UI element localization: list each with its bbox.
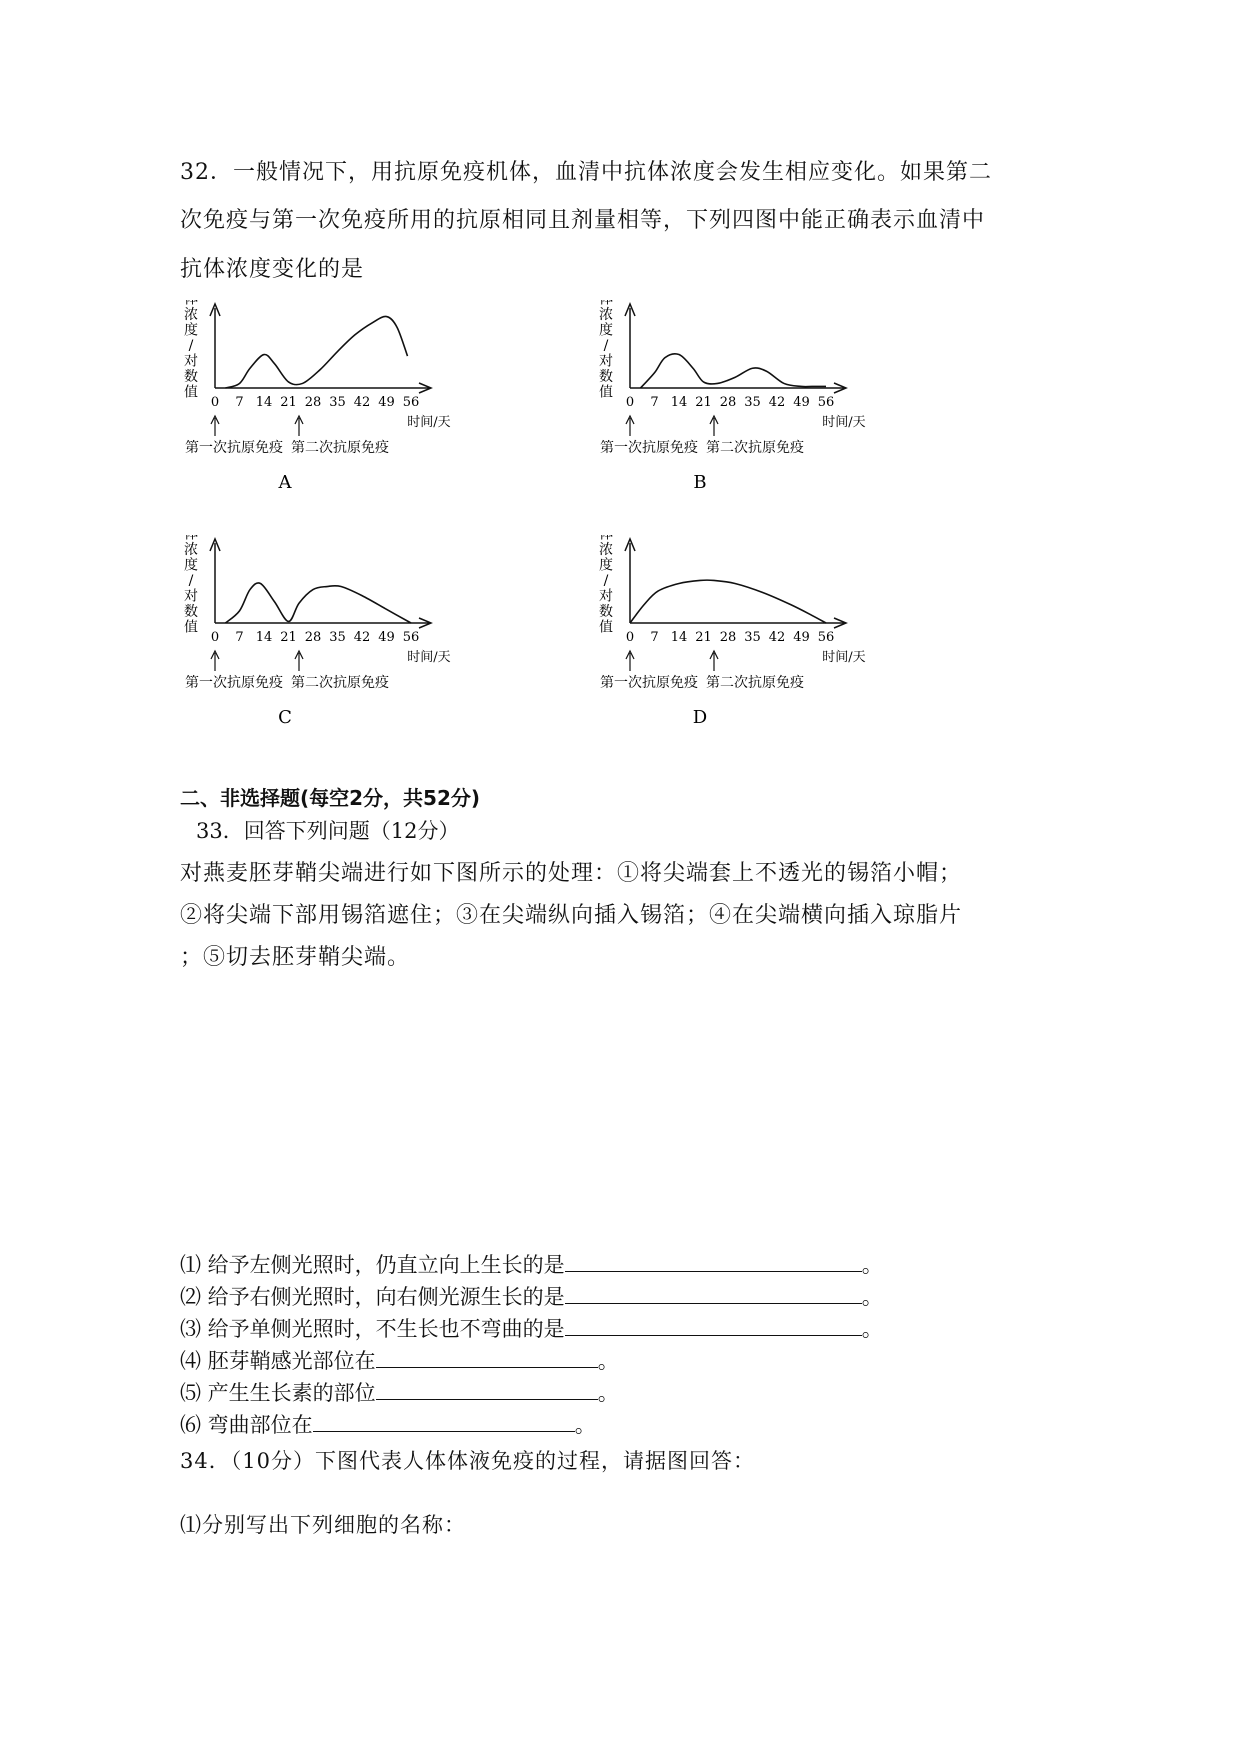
chart-d-svg	[590, 535, 910, 775]
q33-item-5	[180, 1377, 619, 1407]
x-tick-label: 14	[255, 395, 273, 410]
x-tick-label: 14	[670, 630, 688, 645]
x-tick-label: 14	[670, 395, 688, 410]
x-axis-label: 时间/天	[407, 415, 451, 430]
answer-blank-4[interactable]	[376, 1349, 598, 1368]
x-tick-label: 0	[625, 395, 635, 410]
chart-letter: D	[692, 707, 708, 728]
answer-blank-3[interactable]	[565, 1317, 862, 1336]
y-label-char: 数	[599, 369, 613, 385]
answer-blank-5[interactable]	[376, 1381, 598, 1400]
annotation-label: 第一次抗原免疫	[185, 675, 283, 691]
q33-item-2	[180, 1281, 883, 1311]
x-tick-label: 21	[280, 395, 297, 410]
y-label-char: 值	[184, 384, 198, 401]
x-axis-label: 时间/天	[822, 415, 866, 430]
annotation-label: 第二次抗原免疫	[291, 675, 389, 691]
x-tick-label: 56	[402, 395, 420, 410]
x-tick-label: 49	[378, 395, 395, 410]
y-label-char: 对	[184, 588, 198, 605]
annotation-label: 第一次抗原免疫	[600, 440, 698, 456]
chart-a	[175, 300, 495, 540]
x-tick-label: 49	[378, 630, 395, 645]
x-tick-label: 21	[695, 395, 712, 410]
chart-b-svg	[590, 300, 910, 540]
chart-a-svg	[175, 300, 495, 540]
y-label-char: 浓	[599, 307, 613, 323]
y-label-char: 数	[599, 604, 613, 620]
end-mark: 。	[861, 1253, 883, 1277]
annotation-label: 第二次抗原免疫	[706, 675, 804, 691]
y-label-char: /	[603, 573, 609, 589]
x-axis-label: 时间/天	[822, 650, 866, 665]
x-tick-label: 28	[304, 395, 322, 410]
x-tick-label: 42	[353, 395, 371, 410]
chart-letter: C	[278, 707, 292, 728]
x-tick-label: 49	[793, 630, 810, 645]
q33-item-4	[180, 1345, 619, 1375]
q33-item-2-text: ⑵ 给予右侧光照时，向右侧光源生长的是	[180, 1285, 565, 1309]
chart-c-svg	[175, 535, 495, 775]
answer-blank-2[interactable]	[565, 1285, 862, 1304]
x-tick-label: 21	[695, 630, 712, 645]
q33-item-3	[180, 1313, 883, 1343]
end-mark: 。	[597, 1381, 619, 1405]
q32-line-2: 次免疫与第一次免疫所用的抗原相同且剂量相等，下列四图中能正确表示血清中	[180, 208, 986, 233]
x-tick-label: 0	[210, 630, 220, 645]
chart-letter: B	[693, 472, 707, 493]
y-label-char: 值	[184, 619, 198, 636]
y-label-char: /	[603, 338, 609, 354]
annotation-label: 第二次抗原免疫	[706, 440, 804, 456]
y-label-char: 浓	[599, 542, 613, 558]
q33-item-4-text: ⑷ 胚芽鞘感光部位在	[180, 1349, 376, 1373]
x-tick-label: 56	[402, 630, 420, 645]
x-tick-label: 42	[353, 630, 371, 645]
x-axis-label: 时间/天	[407, 650, 451, 665]
q33-item-5-text: ⑸ 产生生长素的部位	[180, 1381, 376, 1405]
antibody-curve	[641, 354, 827, 388]
q33-item-6-text: ⑹ 弯曲部位在	[180, 1413, 313, 1437]
x-tick-label: 35	[329, 630, 346, 645]
x-tick-label: 49	[793, 395, 810, 410]
end-mark: 。	[597, 1349, 619, 1373]
section-2-title: 二、非选择题(每空2分，共52分)	[180, 786, 481, 810]
x-tick-label: 7	[650, 630, 659, 645]
q34-sub-1: ⑴分别写出下列细胞的名称：	[180, 1513, 466, 1537]
x-tick-label: 14	[255, 630, 273, 645]
answer-blank-6[interactable]	[313, 1413, 575, 1432]
x-tick-label: 35	[329, 395, 346, 410]
answer-blank-1[interactable]	[565, 1253, 862, 1272]
x-tick-label: 56	[817, 630, 835, 645]
q33-line-3: ；⑤切去胚芽鞘尖端。	[180, 945, 411, 970]
y-label-char: 度	[184, 322, 198, 339]
antibody-curve	[226, 583, 412, 623]
x-tick-label: 56	[817, 395, 835, 410]
antibody-curve	[226, 316, 408, 388]
chart-b	[590, 300, 910, 540]
y-label-char: 数	[184, 369, 198, 385]
end-mark: 。	[574, 1413, 596, 1437]
x-tick-label: 21	[280, 630, 297, 645]
antibody-curve	[630, 580, 826, 623]
annotation-label: 第二次抗原免疫	[291, 440, 389, 456]
y-label-char: 浓	[184, 307, 198, 323]
annotation-label: 第一次抗原免疫	[185, 440, 283, 456]
chart-c	[175, 535, 495, 775]
chart-d	[590, 535, 910, 775]
y-label-char: 度	[184, 557, 198, 574]
chart-letter: A	[278, 472, 292, 493]
x-tick-label: 7	[650, 395, 659, 410]
y-label-char: 对	[599, 588, 613, 605]
y-label-char: 值	[599, 619, 613, 636]
y-label-char: 浓	[184, 542, 198, 558]
x-tick-label: 28	[719, 395, 737, 410]
q33-item-6	[180, 1409, 596, 1439]
q33-item-3-text: ⑶ 给予单侧光照时，不生长也不弯曲的是	[180, 1317, 565, 1341]
x-tick-label: 42	[768, 630, 786, 645]
y-label-char: 数	[184, 604, 198, 620]
x-tick-label: 7	[235, 630, 244, 645]
q33-item-1-text: ⑴ 给予左侧光照时，仍直立向上生长的是	[180, 1253, 565, 1277]
q33-line-2: ②将尖端下部用锡箔遮住；③在尖端纵向插入锡箔；④在尖端横向插入琼脂片	[180, 903, 963, 928]
x-tick-label: 35	[744, 630, 761, 645]
y-label-char: 对	[599, 353, 613, 370]
y-label-char: /	[188, 573, 194, 589]
q33-line-1: 对燕麦胚芽鞘尖端进行如下图所示的处理：①将尖端套上不透光的锡箔小帽；	[180, 861, 963, 886]
x-tick-label: 0	[210, 395, 220, 410]
y-label-char: 度	[599, 557, 613, 574]
x-tick-label: 28	[719, 630, 737, 645]
end-mark: 。	[861, 1285, 883, 1309]
x-tick-label: 7	[235, 395, 244, 410]
q33-head: 33．回答下列问题（12分）	[196, 819, 460, 843]
q33-item-1	[180, 1249, 883, 1279]
annotation-label: 第一次抗原免疫	[600, 675, 698, 691]
x-tick-label: 28	[304, 630, 322, 645]
x-tick-label: 42	[768, 395, 786, 410]
y-label-char: 值	[599, 384, 613, 401]
q34-head: 34．（10分）下图代表人体体液免疫的过程，请据图回答：	[180, 1449, 755, 1473]
end-mark: 。	[861, 1317, 883, 1341]
q32-line-3: 抗体浓度变化的是	[180, 257, 365, 282]
y-label-char: 对	[184, 353, 198, 370]
q32-line-1: 32．一般情况下，用抗原免疫机体，血清中抗体浓度会发生相应变化。如果第二	[180, 160, 992, 185]
x-tick-label: 35	[744, 395, 761, 410]
y-label-char: 度	[599, 322, 613, 339]
y-label-char: /	[188, 338, 194, 354]
x-tick-label: 0	[625, 630, 635, 645]
